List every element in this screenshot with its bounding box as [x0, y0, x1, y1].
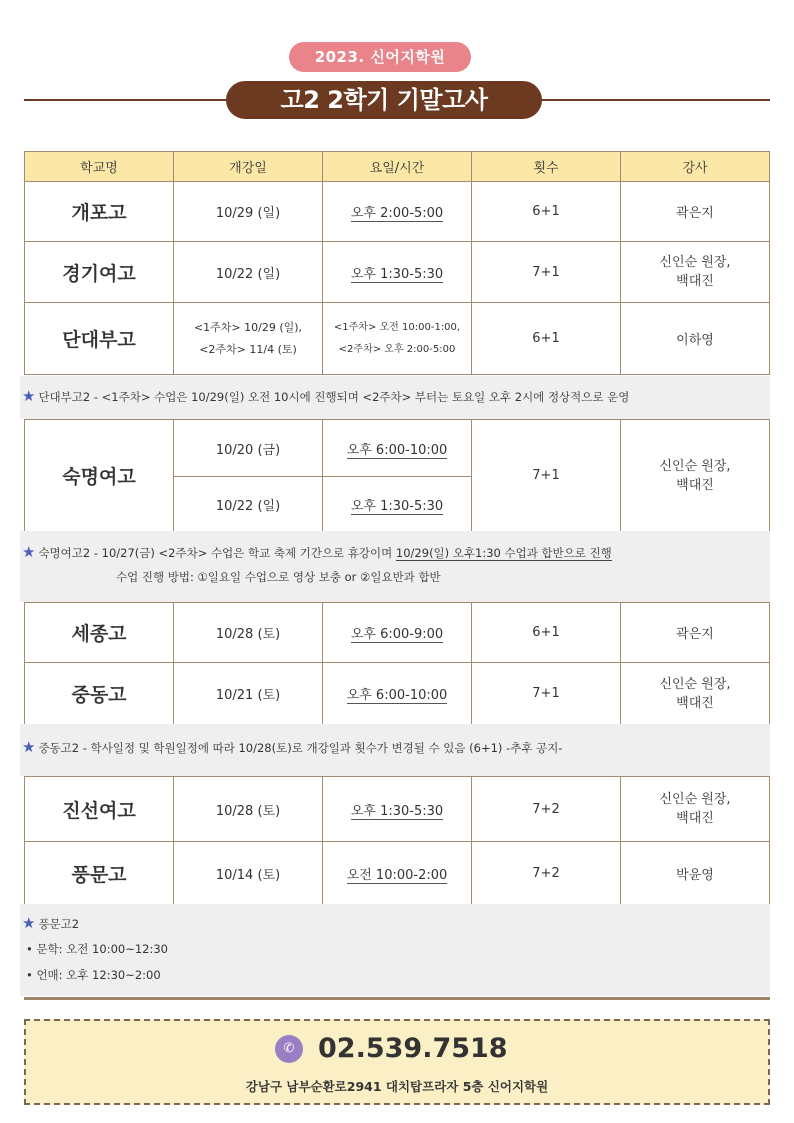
bottom-divider — [24, 997, 770, 1000]
teacher: 곽은지 — [621, 182, 770, 242]
star-icon: ★ — [22, 387, 36, 405]
class-time: 오전 10:00-2:00 — [323, 842, 472, 905]
start-date: 10/29 (일) — [174, 182, 323, 242]
note-text: 단대부고2 - <1주차> 수업은 10/29(일) 오전 10시에 진행되며 <2주차> 부터는 토요일 오후 2시에 정상적으로 운영 — [38, 390, 630, 404]
table-row — [25, 842, 770, 905]
phone-icon: ✆ — [275, 1035, 303, 1063]
start-date: <1주차> 10/29 (일), <2주차> 11/4 (토) — [174, 303, 323, 375]
class-time: 오후 1:30-5:30 — [323, 777, 472, 842]
note-sookmyung: ★ 숙명여고2 - 10/27(금) <2주차> 수업은 학교 축제 기간으로 휴강이며 10/29(일) 오후1:30 수업과 합반으로 진행 수업 진행 방법: ①일요일 수업으로 영상 보충 or ②일요반과 합반 — [20, 531, 770, 602]
school-name: 진선여고 — [25, 777, 174, 842]
table-row — [25, 603, 770, 663]
session-count: 7+1 — [472, 420, 621, 532]
star-icon: ★ — [22, 738, 36, 756]
page-title: 고2 2학기 기말고사 — [226, 81, 542, 119]
teacher: 박윤영 — [621, 842, 770, 905]
session-count: 6+1 — [472, 182, 621, 242]
school-name: 경기여고 — [25, 242, 174, 303]
note-dandae — [20, 376, 770, 419]
teacher: 이하영 — [621, 303, 770, 375]
table-row — [25, 777, 770, 842]
address: 강남구 남부순환로2941 대치탑프라자 5층 신어지학원 — [245, 1079, 549, 1094]
start-date: 10/20 (금) — [174, 420, 323, 477]
class-time: <1주차> 오전 10:00-1:00, <2주차> 오후 2:00-5:00 — [323, 303, 472, 375]
note-title: 풍문고2 — [38, 917, 80, 931]
contact-box — [24, 1019, 770, 1105]
session-count: 7+1 — [472, 663, 621, 725]
note-text: 중동고2 - 학사일정 및 학원일정에 따라 10/28(토)로 개강일과 횟수가 변경될 수 있음 (6+1) -추후 공지- — [38, 741, 563, 755]
teacher: 신인순 원장, 백대진 — [621, 777, 770, 842]
teacher: 신인순 원장, 백대진 — [621, 420, 770, 532]
schedule-table-2 — [24, 419, 770, 532]
table-row — [25, 663, 770, 725]
academy-badge: 2023. 신어지학원 — [289, 42, 471, 72]
school-name: 개포고 — [25, 182, 174, 242]
teacher: 신인순 원장, 백대진 — [621, 242, 770, 303]
header-school: 학교명 — [25, 152, 174, 182]
start-date: 10/28 (토) — [174, 603, 323, 663]
school-name: 중동고 — [25, 663, 174, 725]
start-date: 10/22 (일) — [174, 242, 323, 303]
table-row — [25, 182, 770, 242]
class-time: 오후 1:30-5:30 — [323, 242, 472, 303]
teacher: 곽은지 — [621, 603, 770, 663]
header-count: 횟수 — [472, 152, 621, 182]
star-icon: ★ — [22, 543, 36, 561]
note-joongdong — [20, 724, 770, 776]
school-name: 단대부고 — [25, 303, 174, 375]
header-teacher: 강사 — [621, 152, 770, 182]
class-time: 오후 6:00-10:00 — [323, 663, 472, 725]
class-time: 오후 1:30-5:30 — [323, 477, 472, 532]
school-name: 풍문고 — [25, 842, 174, 905]
session-count: 7+1 — [472, 242, 621, 303]
phone-number: 02.539.7518 — [318, 1033, 508, 1064]
star-icon: ★ — [22, 914, 36, 932]
schedule-table-4 — [24, 776, 770, 905]
note-method: 수업 진행 방법: ①일요일 수업으로 영상 보충 or ②일요반과 합반 — [116, 570, 441, 584]
teacher: 신인순 원장, 백대진 — [621, 663, 770, 725]
class-time: 오후 6:00-9:00 — [323, 603, 472, 663]
start-date: 10/21 (토) — [174, 663, 323, 725]
school-name: 숙명여고 — [25, 420, 174, 532]
schedule-table-1 — [24, 151, 770, 375]
class-time: 오후 6:00-10:00 — [323, 420, 472, 477]
session-count: 7+2 — [472, 777, 621, 842]
schedule-table-3 — [24, 602, 770, 725]
start-date: 10/28 (토) — [174, 777, 323, 842]
table-row — [25, 242, 770, 303]
session-count: 6+1 — [472, 303, 621, 375]
session-count: 6+1 — [472, 603, 621, 663]
start-date: 10/22 (일) — [174, 477, 323, 532]
note-item-grammar: • 언매: 오후 12:30~2:00 — [26, 968, 161, 982]
class-time: 오후 2:00-5:00 — [323, 182, 472, 242]
start-date: 10/14 (토) — [174, 842, 323, 905]
session-count: 7+2 — [472, 842, 621, 905]
table-row — [25, 303, 770, 375]
school-name: 세종고 — [25, 603, 174, 663]
note-poongmoon — [20, 904, 770, 996]
note-item-literature: • 문학: 오전 10:00~12:30 — [26, 942, 168, 956]
table-row — [25, 420, 770, 477]
header-day-time: 요일/시간 — [323, 152, 472, 182]
header-start-date: 개강일 — [174, 152, 323, 182]
